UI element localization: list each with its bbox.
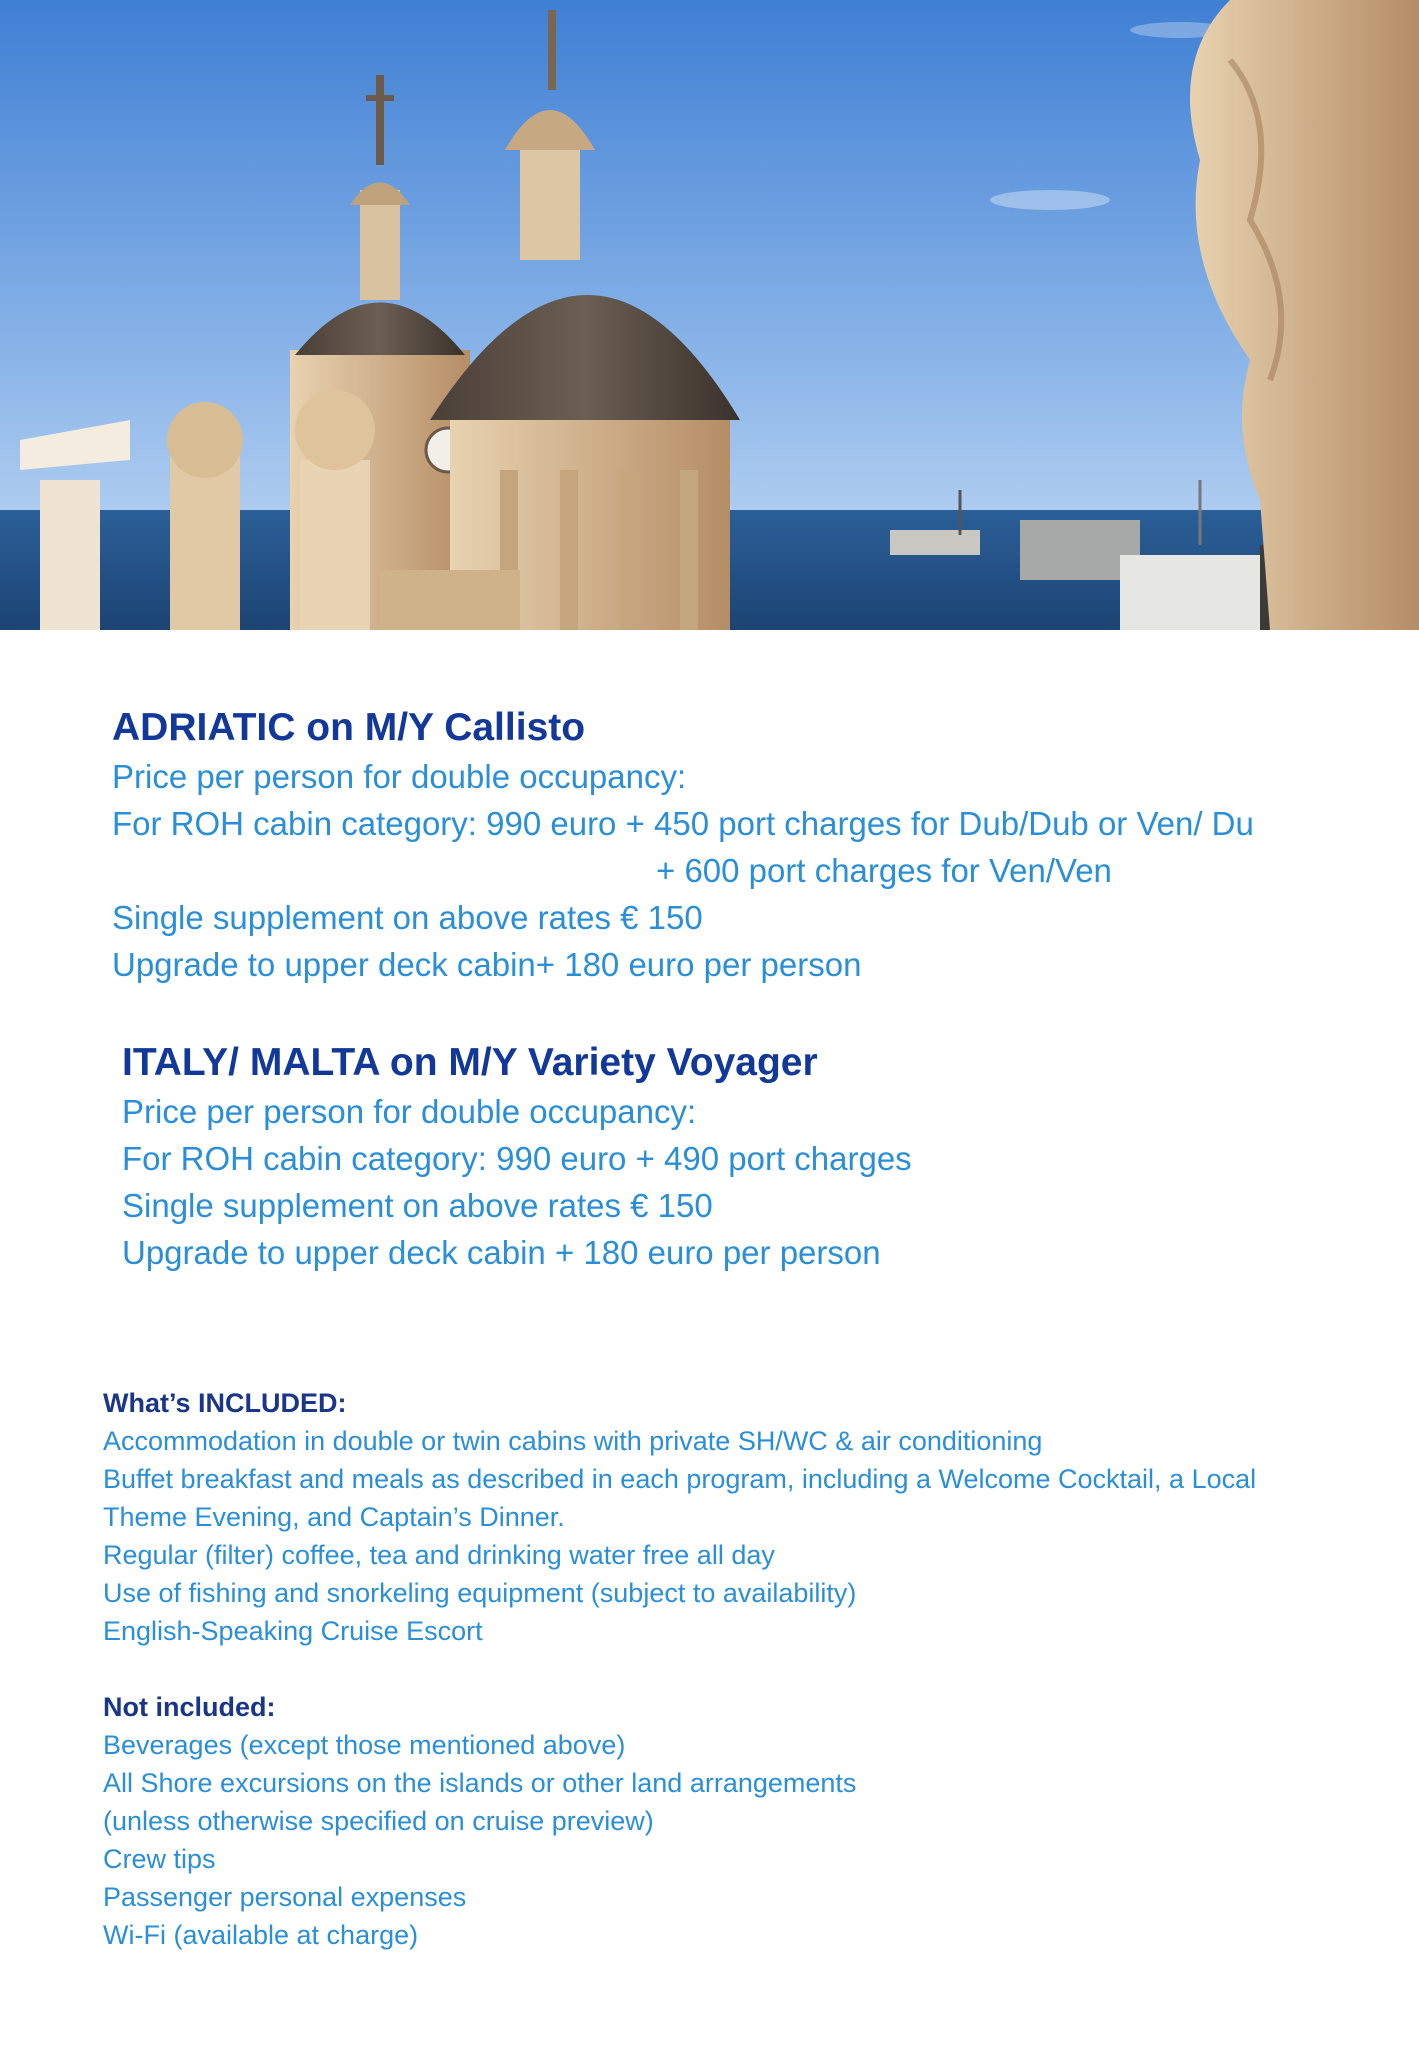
list-item: All Shore excursions on the islands or other land arrangements bbox=[103, 1768, 857, 1798]
cathedral-dome-illustration bbox=[0, 0, 1419, 630]
price-line: Price per person for double occupancy: bbox=[112, 758, 687, 795]
adriatic-section bbox=[112, 703, 1402, 988]
list-item: Crew tips bbox=[103, 1844, 216, 1874]
list-item: (unless otherwise specified on cruise preview) bbox=[103, 1806, 654, 1836]
included-heading: What’s INCLUDED: bbox=[103, 1388, 347, 1418]
italy-malta-title: ITALY/ MALTA on M/Y Variety Voyager bbox=[122, 1041, 818, 1084]
adriatic-title: ADRIATIC on M/Y Callisto bbox=[112, 706, 586, 749]
list-item: Buffet breakfast and meals as described in each program, including a Welcome Cocktail, a Local bbox=[103, 1464, 1257, 1494]
price-line: For ROH cabin category: 990 euro + 450 port charges for Dub/Dub or Ven/ Du bbox=[112, 805, 1254, 842]
price-line: Single supplement on above rates € 150 bbox=[122, 1187, 713, 1224]
spacer bbox=[103, 1650, 1403, 1688]
inclusions-section bbox=[103, 1384, 1403, 1954]
price-line: For ROH cabin category: 990 euro + 490 port charges bbox=[122, 1140, 912, 1177]
price-line: Single supplement on above rates € 150 bbox=[112, 899, 703, 936]
list-item: Accommodation in double or twin cabins with private SH/WC & air conditioning bbox=[103, 1426, 1043, 1456]
list-item: Regular (filter) coffee, tea and drinking water free all day bbox=[103, 1540, 775, 1570]
list-item: Passenger personal expenses bbox=[103, 1882, 467, 1912]
price-line: Upgrade to upper deck cabin + 180 euro per person bbox=[122, 1234, 881, 1271]
list-item: Use of fishing and snorkeling equipment (subject to availability) bbox=[103, 1578, 857, 1608]
price-line: + 600 port charges for Ven/Ven bbox=[656, 852, 1112, 889]
price-line: Upgrade to upper deck cabin+ 180 euro per person bbox=[112, 946, 862, 983]
list-item: Wi-Fi (available at charge) bbox=[103, 1920, 419, 1950]
pricing-document bbox=[0, 630, 1419, 2050]
italy-malta-section bbox=[122, 1038, 1402, 1276]
price-line: Price per person for double occupancy: bbox=[122, 1093, 697, 1130]
list-item: Theme Evening, and Captain’s Dinner. bbox=[103, 1502, 565, 1532]
list-item: English-Speaking Cruise Escort bbox=[103, 1616, 483, 1646]
list-item: Beverages (except those mentioned above) bbox=[103, 1730, 626, 1760]
hero-photo bbox=[0, 0, 1419, 630]
not-included-heading: Not included: bbox=[103, 1692, 276, 1722]
